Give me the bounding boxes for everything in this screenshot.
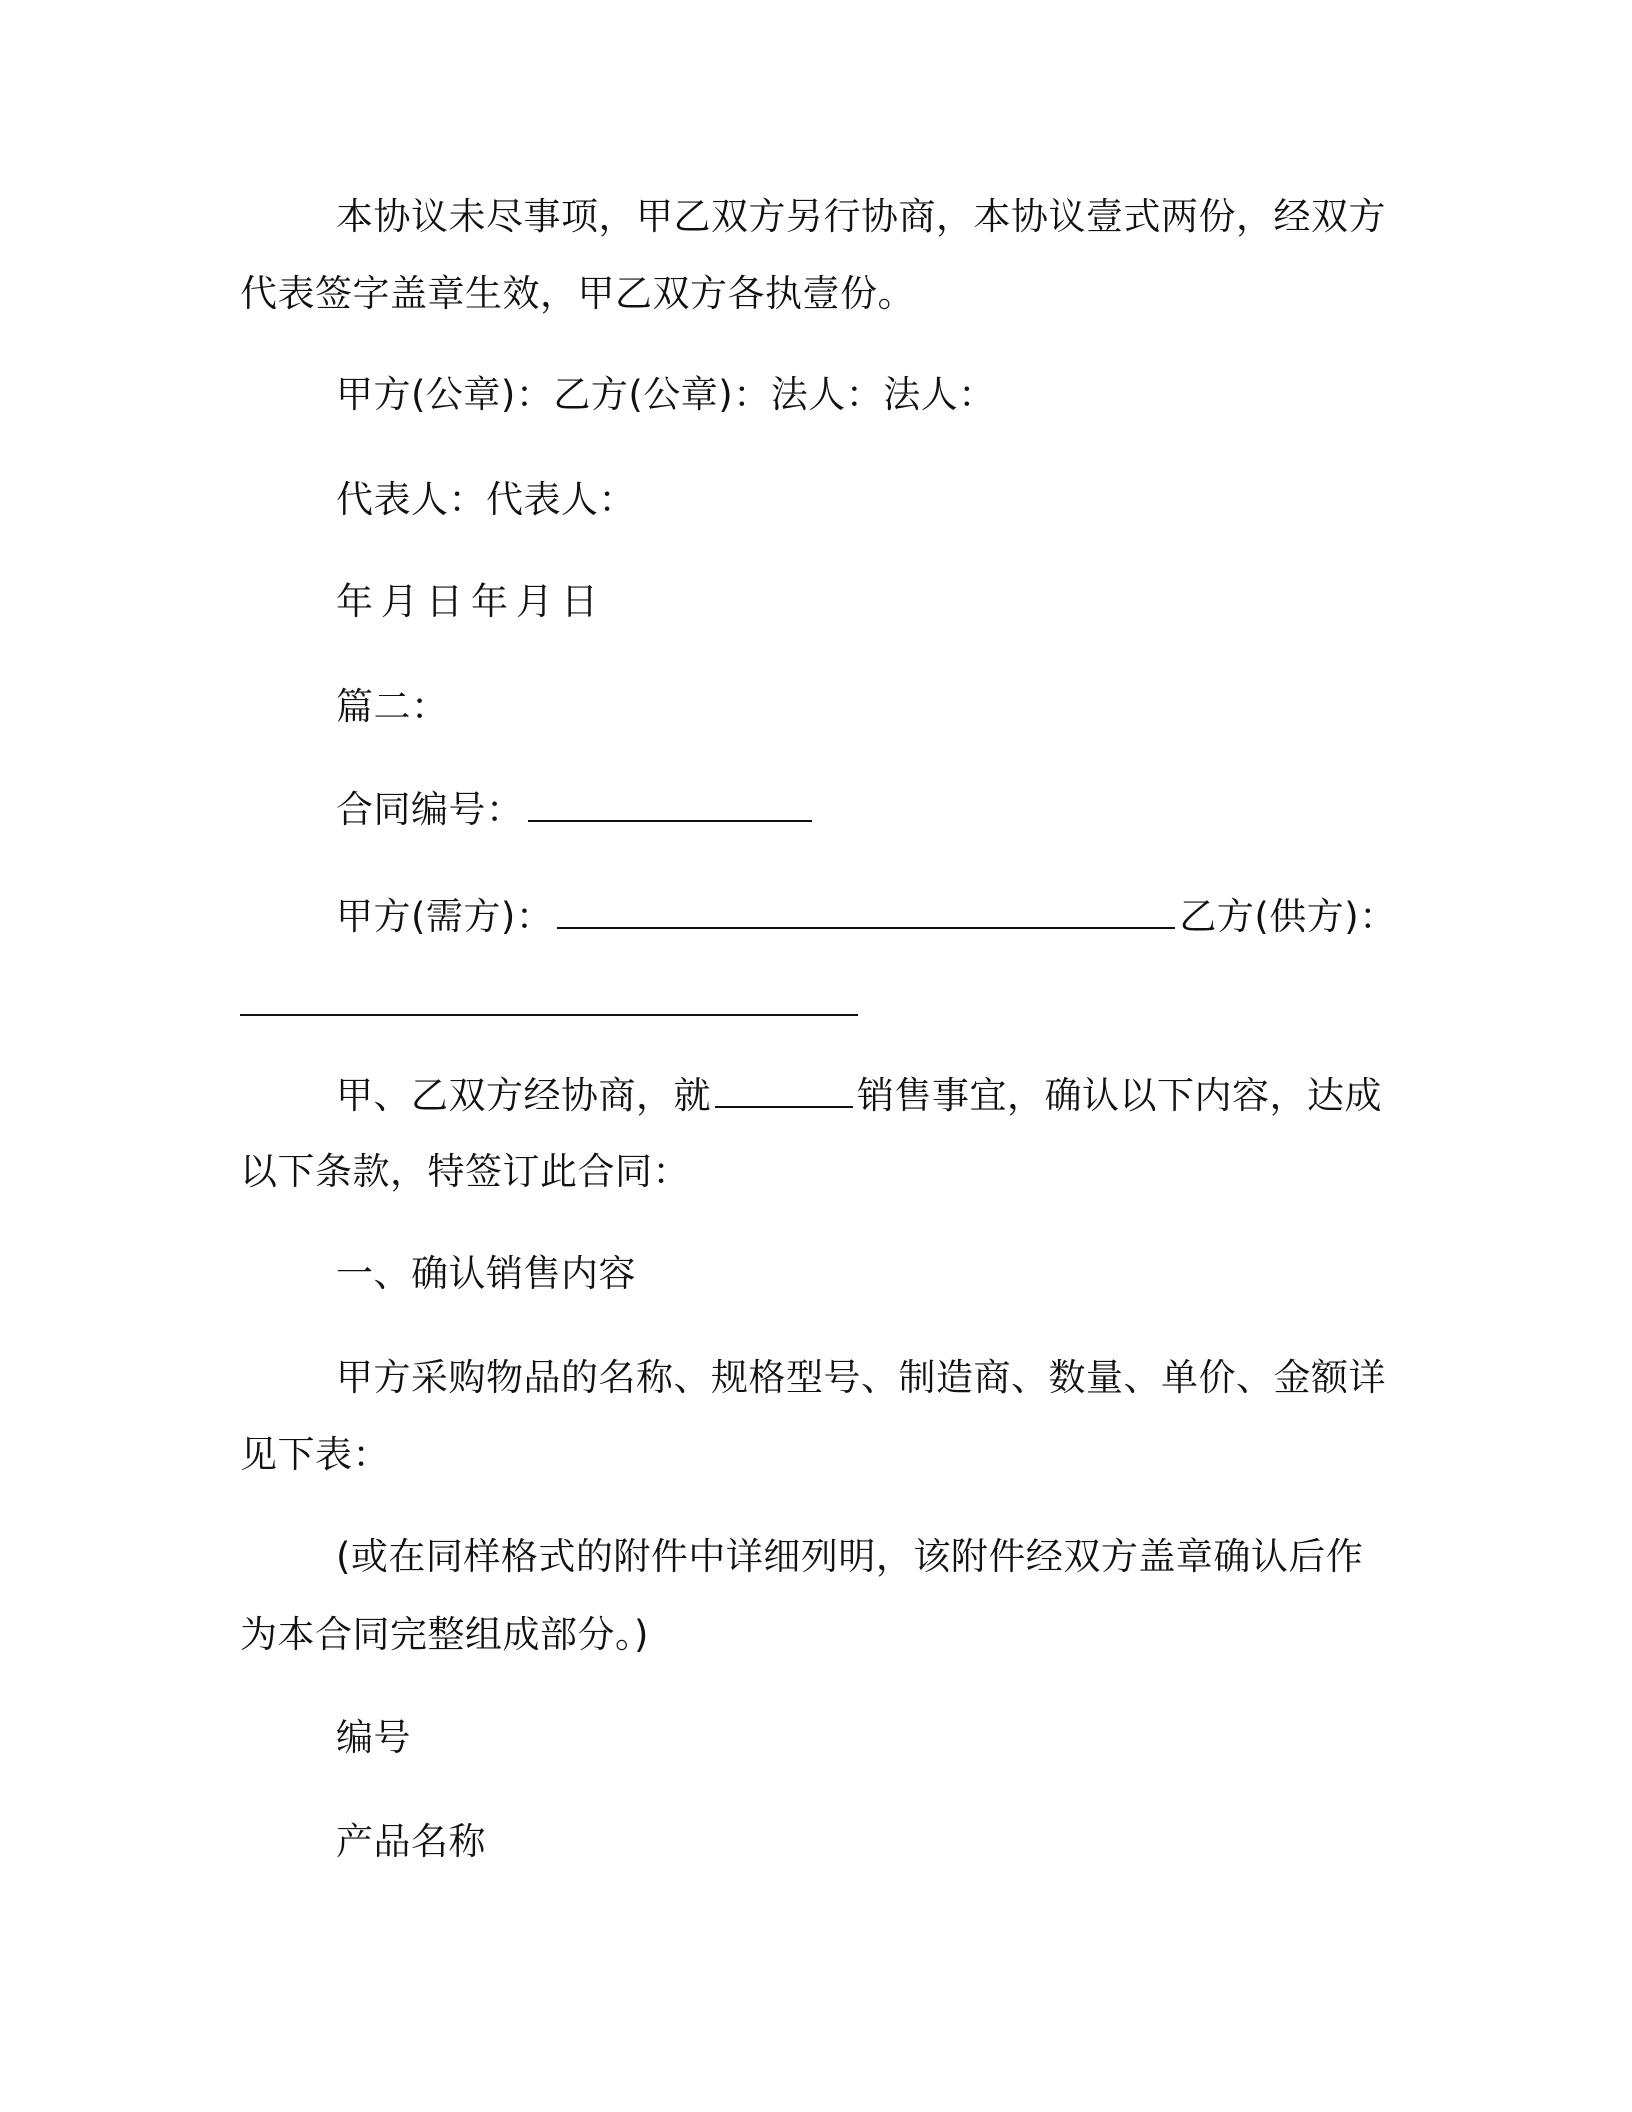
heading-confirm-sales-content: 一、确认销售内容 <box>336 1252 636 1295</box>
consultation-paragraph-line-1 <box>336 1074 1382 1117</box>
party-b-blank-line <box>240 984 862 1022</box>
attachment-paragraph-line-2: 为本合同完整组成部分。) <box>240 1613 649 1656</box>
party-a-label: 甲方(需方)： <box>336 895 554 938</box>
agreement-paragraph-line-2: 代表签字盖章生效，甲乙双方各执壹份。 <box>240 272 915 315</box>
contract-number-line <box>336 788 816 831</box>
purchase-paragraph-line-2: 见下表： <box>240 1433 390 1476</box>
party-b-blank <box>240 984 858 1016</box>
party-a-blank <box>557 897 1175 929</box>
section-title: 篇二： <box>336 685 449 728</box>
purchase-paragraph-line-1: 甲方采购物品的名称、规格型号、制造商、数量、单价、金额详 <box>336 1356 1386 1399</box>
table-column-number: 编号 <box>336 1716 411 1759</box>
dates-line: 年月日年月日 <box>336 580 606 623</box>
table-column-product-name: 产品名称 <box>336 1820 486 1863</box>
signature-parties-line: 甲方(公章)：乙方(公章)：法人：法人： <box>336 373 996 416</box>
representatives-line: 代表人：代表人： <box>336 478 636 521</box>
consultation-paragraph-line-2: 以下条款，特签订此合同： <box>240 1150 690 1193</box>
agreement-paragraph-line-1: 本协议未尽事项，甲乙双方另行协商，本协议壹式两份，经双方 <box>336 195 1386 238</box>
contract-number-blank <box>528 790 812 822</box>
parties-line <box>336 895 1397 938</box>
contract-number-label: 合同编号： <box>336 788 524 831</box>
consultation-suffix: 销售事宜，确认以下内容，达成 <box>857 1074 1382 1117</box>
party-b-label: 乙方(供方)： <box>1179 895 1397 938</box>
attachment-paragraph-line-1: (或在同样格式的附件中详细列明，该附件经双方盖章确认后作 <box>336 1535 1364 1578</box>
consultation-prefix: 甲、乙双方经协商，就 <box>336 1074 711 1117</box>
sale-subject-blank <box>715 1076 853 1108</box>
